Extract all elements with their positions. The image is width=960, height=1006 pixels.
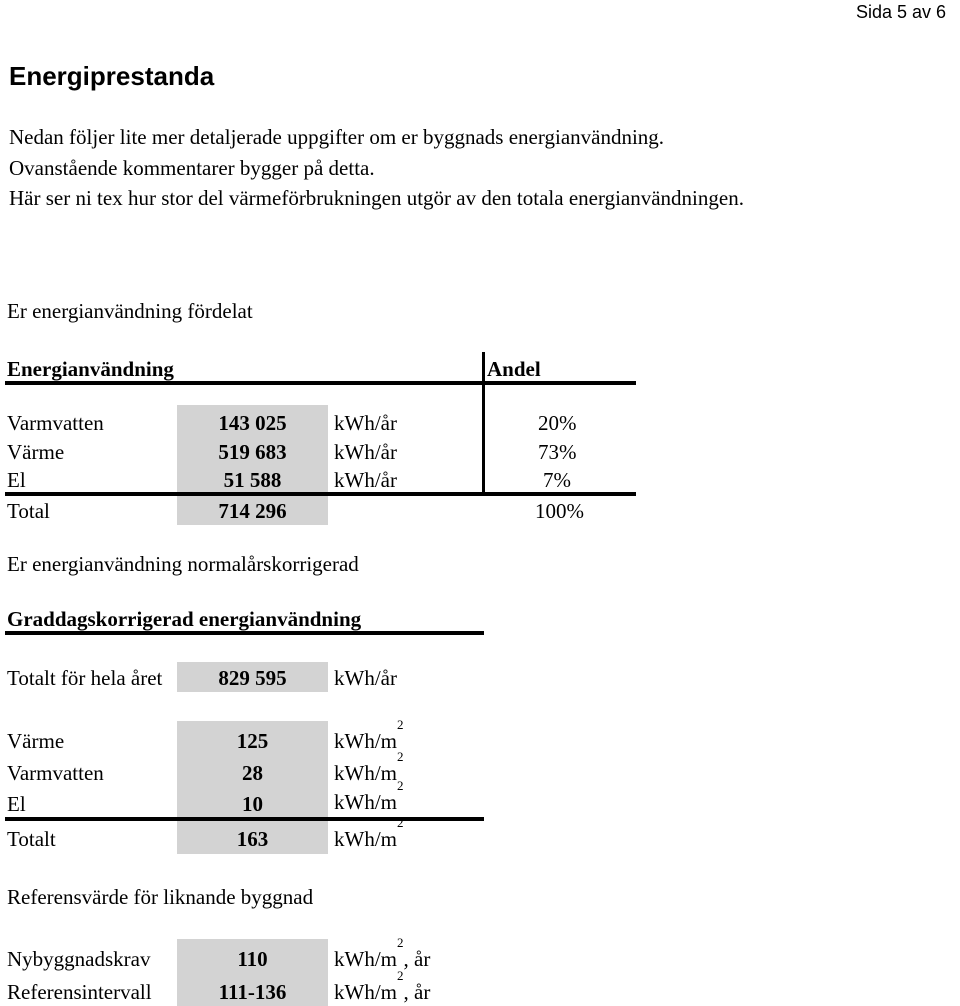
row-label: Varmvatten — [7, 411, 104, 435]
col-header-share: Andel — [487, 357, 541, 381]
row-unit: kWh/$m^2$ — [334, 778, 404, 814]
row-label: Varmvatten — [7, 761, 104, 785]
row-unit: kWh/$m^2$, år — [334, 935, 431, 971]
row-share: 20% — [538, 411, 577, 435]
year-total-label: Totalt för hela året — [7, 666, 163, 690]
row-value: 111-136 — [218, 980, 287, 1004]
row-unit: kWh/år — [334, 411, 397, 435]
row-unit: kWh/år — [334, 468, 397, 492]
row-share: 7% — [543, 468, 571, 492]
row-label: Värme — [7, 729, 65, 753]
row-share: 73% — [538, 440, 577, 464]
total-value: 714 296 — [218, 499, 287, 523]
page-number: Sida 5 av 6 — [855, 2, 946, 22]
row-label: Referensintervall — [7, 980, 152, 1004]
distribution-heading: Er energianvändning fördelat — [7, 299, 253, 323]
row-unit: kWh/år — [334, 440, 397, 464]
row-label: El — [7, 468, 26, 492]
row-label: El — [7, 792, 26, 816]
row-value: 51 588 — [223, 468, 282, 492]
row-unit: kWh/$m^2$ — [334, 749, 404, 785]
year-total-unit: kWh/år — [334, 666, 397, 690]
intro-line-1: Nedan följer lite mer detaljerade uppgifter om er byggnads energianvändning. — [9, 125, 665, 149]
normalized-subheading: Graddagskorrigerad energianvändning — [7, 607, 362, 631]
total-value: 163 — [236, 827, 269, 851]
total-share: 100% — [535, 499, 584, 523]
total-unit: kWh/$m^2$ — [334, 815, 404, 851]
reference-heading: Referensvärde för liknande byggnad — [7, 885, 314, 909]
row-value: 143 025 — [218, 411, 287, 435]
normalized-rule — [5, 631, 484, 635]
header-rule — [5, 381, 636, 385]
row-value: 125 — [236, 729, 269, 753]
page-title: Energiprestanda — [9, 61, 215, 91]
row-value: 519 683 — [218, 440, 287, 464]
share-column-divider — [482, 352, 485, 496]
total-label: Totalt — [7, 827, 56, 851]
intro-line-3: Här ser ni tex hur stor del värmeförbrukningen utgör av den totala energianvändningen. — [9, 186, 744, 210]
row-unit: kWh/$m^2$, år — [334, 968, 431, 1004]
row-value: 110 — [237, 947, 268, 971]
row-value: 10 — [242, 792, 263, 816]
row-value: 28 — [242, 761, 263, 785]
col-header-energy: Energianvändning — [7, 357, 174, 381]
row-label: Nybyggnadskrav — [7, 947, 151, 971]
row-unit: kWh/$m^2$ — [334, 717, 404, 753]
row-label: Värme — [7, 440, 65, 464]
intro-line-2: Ovanstående kommentarer bygger på detta. — [9, 156, 375, 180]
year-total-value: 829 595 — [218, 666, 287, 690]
total-label: Total — [7, 499, 50, 523]
normalized-heading: Er energianvändning normalårskorrigerad — [7, 552, 359, 576]
